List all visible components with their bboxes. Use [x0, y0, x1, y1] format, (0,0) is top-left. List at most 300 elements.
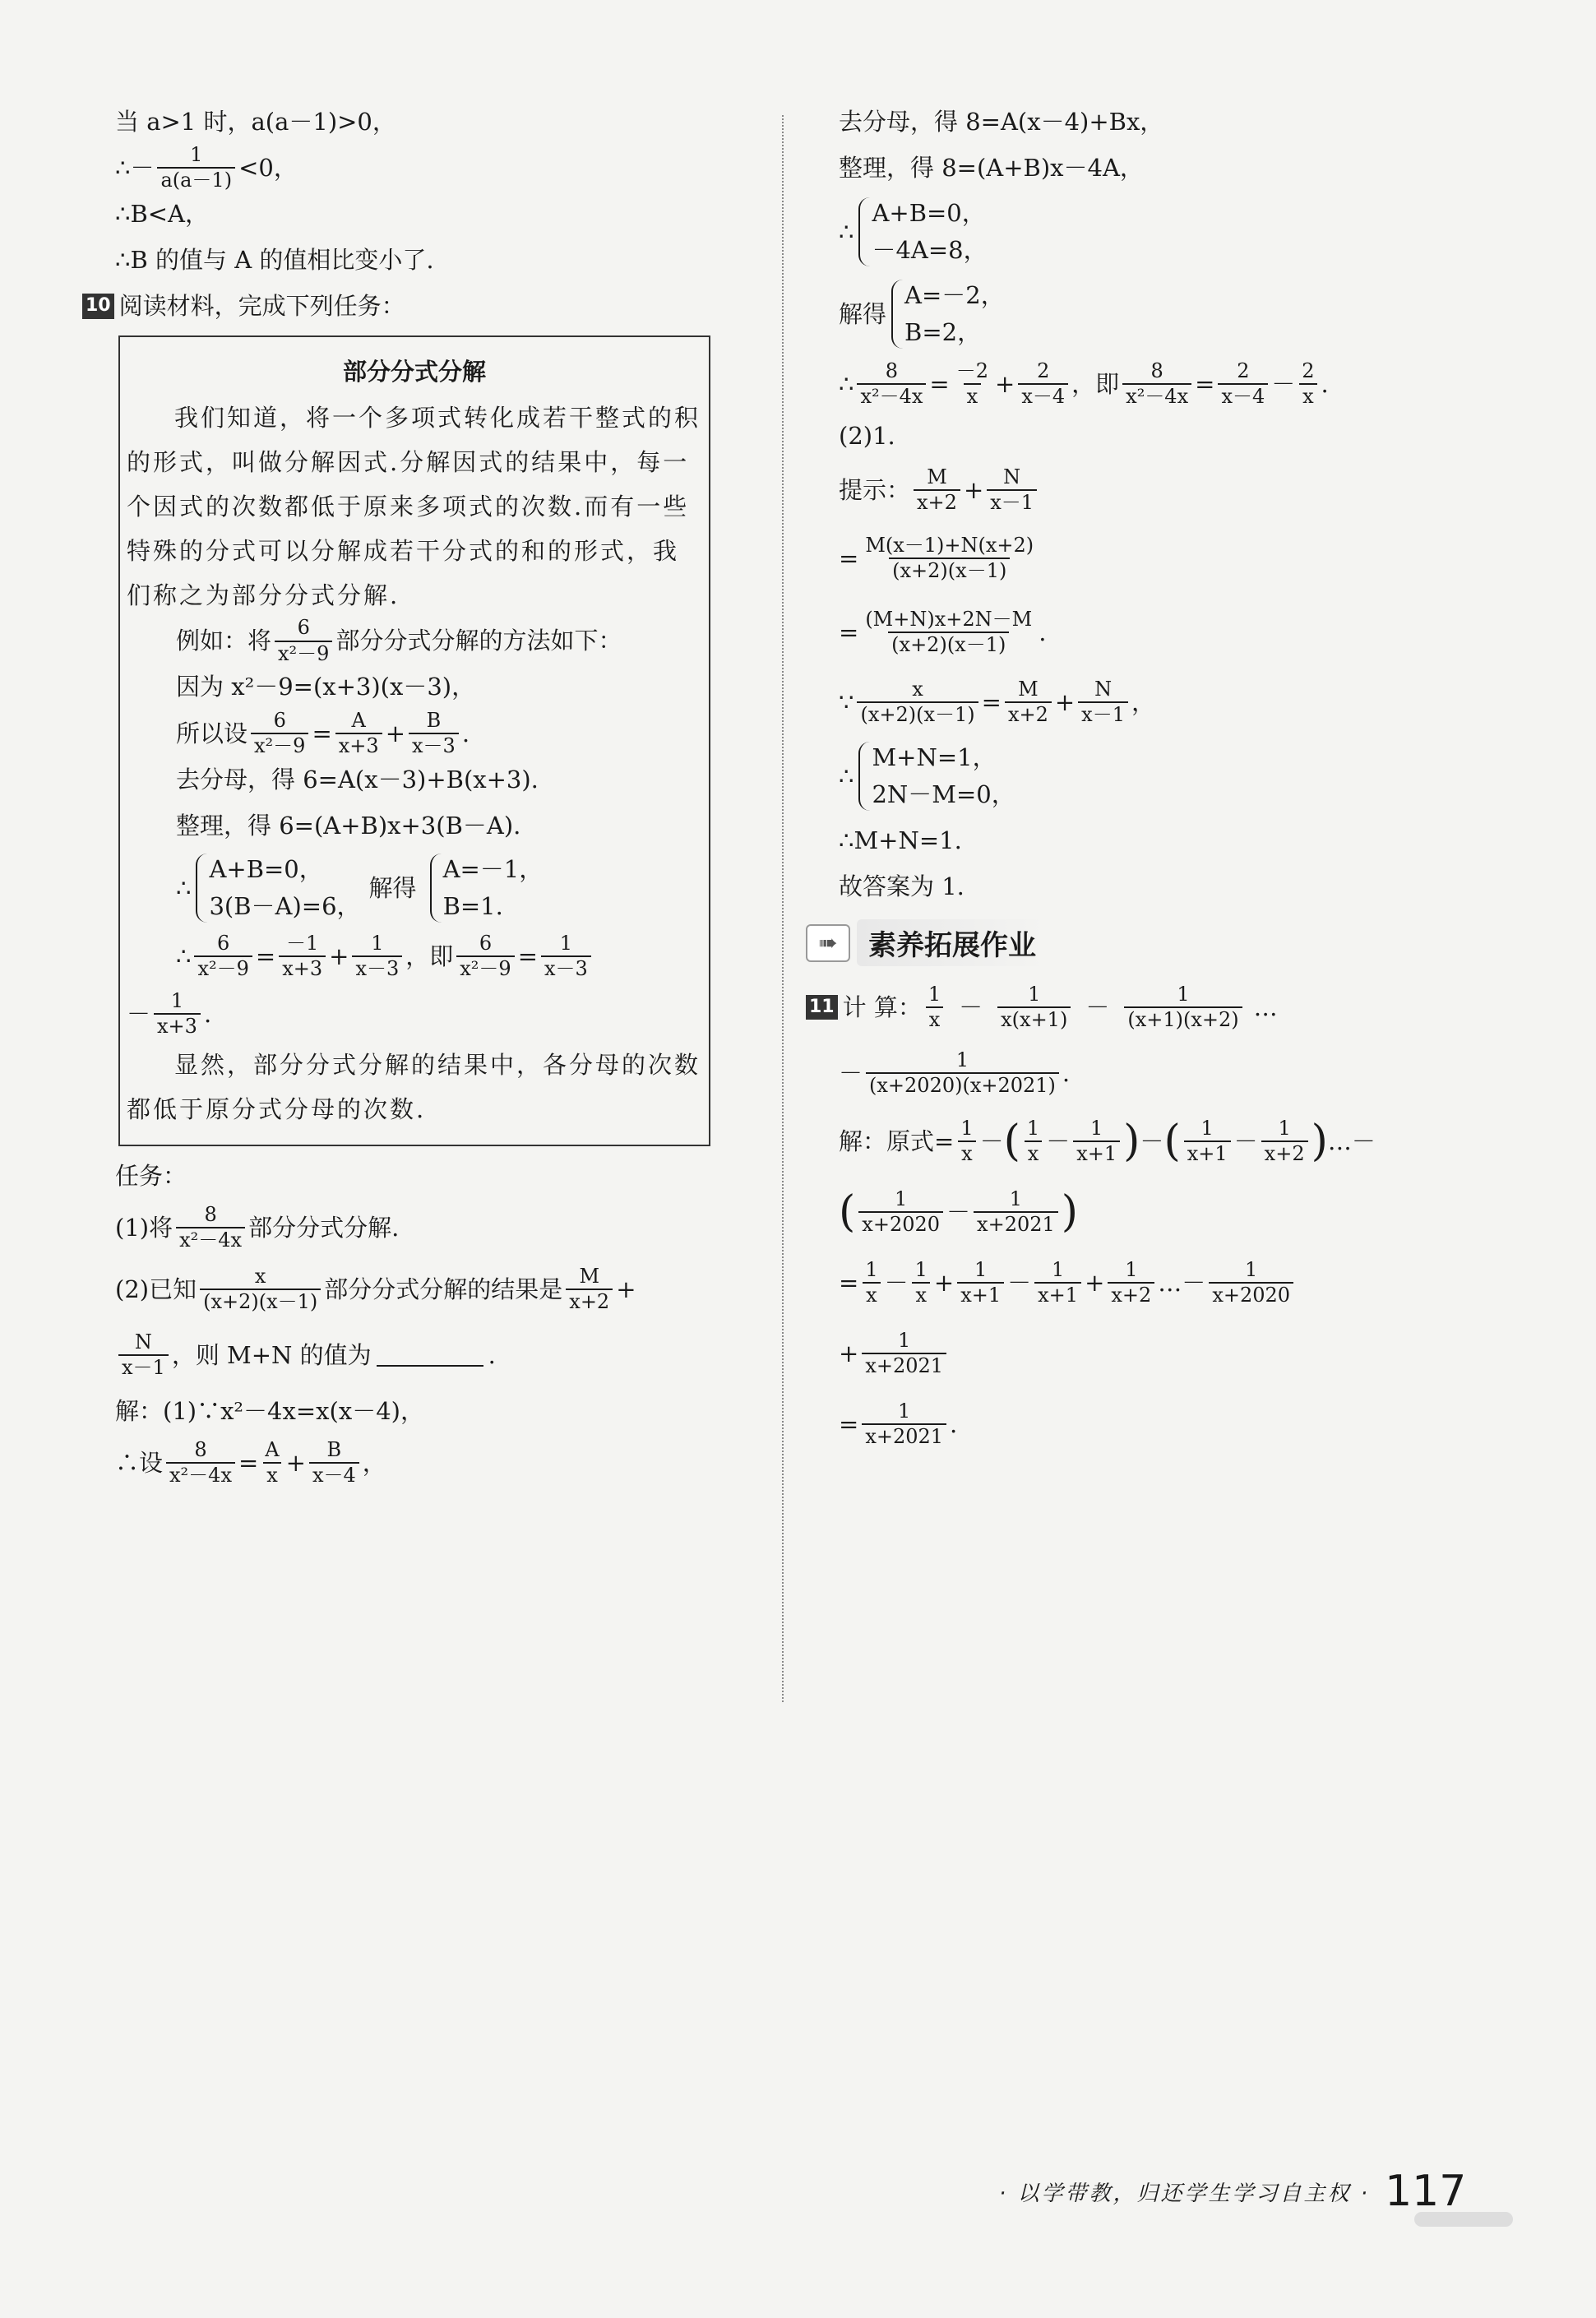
operator: = [839, 618, 859, 646]
fraction [261, 1437, 282, 1487]
brace-icon [858, 742, 872, 811]
text: ，即 [405, 942, 454, 970]
operator: + [329, 942, 349, 970]
paren: ) [1123, 1117, 1140, 1166]
equation: －4A=8， [872, 236, 988, 264]
text-line [115, 1153, 724, 1199]
fraction [154, 988, 201, 1039]
text-line [839, 863, 1513, 909]
question-10-heading [82, 283, 724, 329]
fraction [862, 535, 1037, 581]
numerator: 1 [371, 931, 384, 955]
math-line [839, 1247, 1513, 1318]
text: … [1253, 992, 1278, 1021]
denominator: x－1 [118, 1354, 169, 1378]
denominator: x+2 [1108, 1282, 1154, 1306]
denominator: x [958, 1140, 976, 1164]
denominator: x－3 [409, 733, 459, 756]
text: ，即 [1071, 369, 1120, 398]
operator: － [1140, 1127, 1164, 1155]
fraction [200, 1266, 321, 1312]
denominator: x+2 [566, 1289, 613, 1312]
fraction [914, 467, 960, 513]
operator: － [946, 1197, 971, 1226]
equation-system-line [839, 735, 1513, 817]
numerator: 2 [1237, 359, 1250, 382]
math-line [115, 1434, 724, 1492]
denominator: (x+2)(x－1) [889, 558, 1010, 581]
denominator: x [1299, 383, 1317, 407]
text: 计 算： [842, 992, 922, 1021]
math-line [839, 595, 1513, 669]
denominator: x [926, 1006, 944, 1030]
numerator: 1 [898, 1328, 911, 1352]
numerator: M [1018, 677, 1039, 701]
fraction [251, 710, 308, 756]
operator: = [839, 544, 859, 572]
operator: + [385, 719, 405, 747]
operator: + [995, 369, 1015, 398]
denominator: x [964, 383, 982, 407]
operator: － [1233, 1127, 1258, 1155]
text: 部分分式分解的结果是 [324, 1275, 563, 1303]
fraction [1298, 361, 1317, 407]
denominator: x－1 [1078, 701, 1128, 725]
operator: + [285, 1448, 306, 1477]
task-1 [115, 1199, 724, 1256]
math-line [115, 145, 724, 191]
numerator: 1 [1245, 1257, 1258, 1281]
text: 整理，得 8=(A+B)x－4A， [839, 153, 1144, 182]
text: 去分母，得 6=A(x－3)+B(x+3). [176, 765, 539, 793]
numerator: M [927, 465, 947, 488]
brace-icon [891, 280, 904, 349]
fraction [1073, 1118, 1120, 1164]
text: 当 a>1 时，a(a－1)>0， [115, 107, 396, 136]
text-line [839, 817, 1513, 863]
fraction [858, 1189, 943, 1235]
denominator: x²－9 [251, 733, 308, 756]
fraction [409, 710, 459, 756]
denominator: x²－4x [857, 383, 926, 407]
text: . [1321, 369, 1329, 398]
arrow-icon: ➠ [806, 924, 850, 962]
numerator: 6 [297, 616, 310, 640]
task-2-continued [115, 1322, 724, 1388]
numerator: 1 [1026, 1116, 1040, 1140]
text: 解：(1)∵x²－4x=x(x－4)， [115, 1396, 424, 1425]
numerator: 1 [955, 1048, 969, 1071]
numerator: x [912, 677, 923, 701]
fraction [309, 1437, 359, 1487]
text-line [839, 99, 1513, 145]
brace-icon [430, 854, 443, 923]
denominator: x－4 [1018, 383, 1068, 407]
fraction [118, 1332, 169, 1378]
operator: － [959, 992, 983, 1021]
numerator: B [326, 1437, 342, 1461]
text: ∴ [839, 369, 854, 398]
math-line [839, 459, 1513, 521]
fraction [857, 361, 926, 407]
section-banner [806, 919, 1513, 966]
denominator: (x+2020)(x+2021) [866, 1072, 1059, 1096]
operator: + [1085, 1268, 1105, 1297]
numerator: 1 [1200, 1116, 1214, 1140]
text: 整理，得 6=(A+B)x+3(B－A). [176, 811, 521, 840]
numerator: N [1003, 465, 1021, 488]
text-line [115, 237, 724, 283]
equation: 2N－M=0， [872, 780, 1015, 808]
math-line [127, 618, 702, 664]
text: 解得 [839, 299, 887, 328]
fraction [1078, 679, 1128, 725]
operator: － [884, 1268, 909, 1297]
numerator: B [426, 708, 442, 732]
operator: － [979, 1127, 1004, 1155]
numerator: 8 [885, 359, 899, 382]
denominator: x(x+1) [997, 1006, 1071, 1030]
equation: A+B=0， [209, 855, 323, 884]
equation-system [196, 854, 360, 923]
text: (2)已知 [115, 1275, 197, 1303]
equation: 3(B－A)=6， [209, 892, 361, 921]
math-line [839, 669, 1513, 735]
denominator: x+2 [914, 489, 960, 513]
denominator: x+2 [1005, 701, 1052, 725]
denominator: x²－9 [456, 955, 514, 979]
numerator: 6 [273, 708, 286, 732]
denominator: x²－4x [166, 1462, 235, 1486]
equation: M+N=1， [872, 743, 997, 772]
numerator: 1 [1090, 1116, 1103, 1140]
question-number-badge: 10 [82, 294, 114, 318]
equation: A=－1， [442, 855, 544, 884]
math-line [839, 1318, 1513, 1389]
task-label: 任务： [115, 1161, 187, 1190]
paren: ( [1163, 1117, 1181, 1166]
math-line [839, 1040, 1513, 1106]
text: ， [1131, 687, 1155, 716]
denominator: (x+2)(x－1) [200, 1289, 321, 1312]
text: ∴设 [115, 1448, 164, 1477]
question-number-badge: 11 [806, 995, 838, 1020]
text: . [461, 719, 470, 747]
numerator: 1 [960, 1116, 974, 1140]
operator: － [127, 999, 151, 1028]
fraction [1024, 1118, 1043, 1164]
numerator: 1 [914, 1257, 928, 1281]
text: (1)将 [115, 1213, 173, 1242]
text: ∴ [176, 942, 192, 970]
brace-icon [196, 854, 209, 923]
text-line [115, 191, 724, 237]
fraction [1018, 361, 1068, 407]
numerator: 1 [1125, 1257, 1138, 1281]
equation: B=1. [442, 892, 503, 921]
denominator: (x+2)(x－1) [857, 701, 978, 725]
denominator: x²－9 [275, 641, 332, 664]
box-title: 部分分式分解 [342, 358, 486, 386]
fraction [541, 933, 591, 979]
operator: － [1085, 992, 1110, 1021]
operator: + [616, 1275, 636, 1303]
equation-system [858, 742, 1015, 811]
equation-system [858, 197, 987, 266]
numerator: 1 [898, 1399, 911, 1423]
fraction [279, 933, 326, 979]
paren: ( [839, 1187, 856, 1237]
text: (2)1. [839, 421, 895, 450]
math-line [839, 1106, 1513, 1177]
operator: + [933, 1268, 955, 1297]
text: . [488, 1340, 496, 1369]
operator: － [1271, 369, 1296, 398]
fraction [957, 1257, 1004, 1307]
operator: = [1195, 369, 1215, 398]
denominator: x²－4x [1122, 383, 1191, 407]
operator: = [238, 1448, 259, 1477]
numerator: 1 [559, 931, 573, 955]
question-text: 阅读材料，完成下列任务： [118, 291, 405, 320]
text: 故答案为 1. [839, 872, 965, 900]
fraction [957, 1118, 976, 1164]
fraction [862, 609, 1035, 655]
text-line [127, 756, 702, 803]
brace-icon [858, 197, 872, 266]
solution-line [839, 273, 1513, 355]
text: . [203, 999, 212, 1028]
numerator: 1 [1177, 982, 1190, 1006]
text: …－ [1158, 1268, 1206, 1297]
numerator: 2 [1037, 359, 1050, 382]
equation: A=－2， [904, 281, 1005, 310]
math-line [839, 1389, 1513, 1460]
denominator: x [863, 1282, 881, 1306]
numerator: －2 [955, 359, 989, 382]
answer-blank[interactable] [377, 1344, 483, 1367]
denominator: x+2020 [1209, 1282, 1293, 1306]
denominator: x+1 [1034, 1282, 1081, 1306]
footer-slogan: · 以学带教，归还学生学习自主权 · [999, 2181, 1371, 2206]
denominator: x+2021 [862, 1353, 946, 1376]
question-11 [806, 974, 1513, 1040]
denominator: x+1 [1184, 1140, 1231, 1164]
numerator: 6 [479, 931, 493, 955]
fraction [974, 1189, 1058, 1235]
paren: ) [1061, 1187, 1079, 1237]
numerator: 8 [204, 1202, 217, 1226]
operator: + [839, 1339, 859, 1367]
fraction [1218, 361, 1268, 407]
text: 例如：将 [176, 627, 272, 655]
operator: － [839, 1058, 863, 1087]
numerator: (M+N)x+2N－M [865, 607, 1033, 631]
numerator: 8 [1150, 359, 1163, 382]
denominator: x－3 [541, 955, 591, 979]
text: ∴－ [115, 153, 155, 182]
math-line [127, 985, 702, 1043]
operator: + [1054, 687, 1076, 716]
operator: = [255, 942, 276, 970]
fraction [1261, 1118, 1308, 1164]
operator: + [963, 475, 984, 504]
text: 部分分式分解. [248, 1213, 400, 1242]
operator: － [1046, 1127, 1071, 1155]
fraction [456, 933, 514, 979]
text: ∴B<A， [115, 199, 210, 228]
denominator: x+1 [957, 1282, 1004, 1306]
numerator: N [1094, 677, 1113, 701]
math-line [839, 355, 1513, 413]
fraction [866, 1050, 1059, 1096]
text: …－ [1327, 1127, 1376, 1155]
fraction [1005, 679, 1052, 725]
text: ∵ [839, 687, 854, 716]
text: . [1062, 1058, 1071, 1087]
denominator: a(a－1) [157, 167, 235, 191]
text: 解：原式= [839, 1127, 955, 1155]
denominator: x [1025, 1140, 1043, 1164]
equation-system-line [839, 191, 1513, 273]
page-number: 117 [1385, 2167, 1467, 2216]
numerator: A [265, 1437, 280, 1461]
text: ∴ [839, 217, 854, 246]
text: 因为 x²－9=(x+3)(x－3)， [176, 673, 476, 701]
equation: B=2， [904, 318, 982, 346]
fraction [987, 467, 1037, 513]
denominator: x－4 [309, 1462, 359, 1486]
denominator: x－4 [1218, 383, 1268, 407]
denominator: x+2020 [858, 1211, 943, 1235]
denominator: (x+1)(x+2) [1124, 1006, 1242, 1030]
denominator: x+2021 [862, 1423, 946, 1447]
numerator: M [579, 1264, 600, 1288]
text: . [1039, 618, 1047, 646]
denominator: x－1 [987, 489, 1037, 513]
text: ，则 M+N 的值为 [171, 1340, 372, 1369]
fraction [335, 710, 382, 756]
fraction [953, 361, 992, 407]
text: 所以设 [176, 719, 248, 747]
denominator: x [912, 1282, 930, 1306]
column-divider [782, 115, 784, 1702]
fraction [157, 145, 235, 191]
fraction [1034, 1257, 1081, 1307]
solution-system [430, 854, 544, 923]
numerator: A [351, 708, 366, 732]
fraction [862, 1330, 946, 1376]
denominator: x+3 [335, 733, 382, 756]
text: ∴B 的值与 A 的值相比变小了. [115, 245, 434, 274]
operator: = [517, 942, 539, 970]
fraction [194, 933, 252, 979]
reading-material-box [118, 335, 710, 1146]
text: 去分母，得 8=A(x－4)+Bx， [839, 107, 1164, 136]
paren: ) [1311, 1117, 1328, 1166]
fraction [352, 933, 402, 979]
equation-system-line [127, 849, 702, 928]
operator: = [981, 687, 1002, 716]
operator: = [839, 1268, 859, 1297]
left-column [86, 99, 724, 1492]
right-column [809, 99, 1513, 1460]
denominator: x²－9 [194, 955, 252, 979]
denominator: x+2021 [974, 1211, 1058, 1235]
fraction [1122, 361, 1191, 407]
math-line [839, 521, 1513, 595]
text-line [115, 99, 724, 145]
numerator: 1 [865, 1257, 878, 1281]
text-line [127, 664, 702, 710]
denominator: x+3 [154, 1013, 201, 1037]
text-line [127, 803, 702, 849]
fraction [166, 1437, 235, 1487]
paragraph: 我们知道，将一个多项式转化成若干整式的积的形式，叫做分解因式.分解因式的结果中，每一个因式的次数都低于原来多项式的次数.而有一些特殊的分式可以分解成若干分式的和的形式，我们称之为部分分式分解. [127, 404, 701, 610]
paren: ( [1003, 1117, 1020, 1166]
text: ， [362, 1448, 386, 1477]
math-line [839, 1177, 1513, 1247]
math-line [127, 928, 702, 985]
text-line [839, 413, 1513, 459]
numerator: 8 [194, 1437, 207, 1461]
text: 部分分式分解的方法如下： [335, 627, 622, 655]
fraction [1184, 1118, 1231, 1164]
fraction [275, 618, 332, 664]
fraction [1108, 1257, 1154, 1307]
fraction [566, 1266, 613, 1312]
numerator: 6 [217, 931, 230, 955]
operator: = [312, 719, 332, 747]
paragraph: 显然，部分分式分解的结果中，各分母的次数都低于原分式分母的次数. [127, 1051, 701, 1124]
numerator: 1 [928, 982, 941, 1006]
numerator: 1 [895, 1187, 908, 1210]
numerator: 1 [1009, 1187, 1023, 1210]
task-2 [115, 1256, 724, 1322]
numerator: －1 [286, 931, 319, 955]
math-line [127, 710, 702, 756]
text: <0， [238, 153, 298, 182]
equation: A+B=0， [872, 199, 986, 228]
fraction [997, 984, 1071, 1030]
numerator: 1 [974, 1257, 988, 1281]
denominator: x²－4x [176, 1227, 245, 1251]
section-title: 素养拓展作业 [857, 919, 1048, 966]
fraction [912, 1257, 931, 1307]
denominator: x+3 [279, 955, 326, 979]
text: ∴M+N=1. [839, 826, 962, 854]
solution-system [891, 280, 1005, 349]
numerator: N [134, 1330, 152, 1353]
numerator: 1 [190, 143, 203, 166]
denominator: x－3 [352, 955, 402, 979]
denominator: x+2 [1261, 1140, 1308, 1164]
fraction [862, 1401, 946, 1447]
fraction [176, 1202, 245, 1252]
numerator: 2 [1302, 359, 1315, 382]
numerator: 1 [1051, 1257, 1065, 1281]
page-footer [999, 2167, 1466, 2216]
numerator: 1 [1278, 1116, 1291, 1140]
text: 提示： [839, 475, 911, 504]
text: ∴ [176, 873, 192, 902]
text: ∴ [839, 761, 854, 790]
fraction [857, 679, 978, 725]
text: . [950, 1409, 958, 1438]
numerator: M(x－1)+N(x+2) [865, 533, 1034, 557]
text-line [115, 1388, 724, 1434]
fraction [1209, 1257, 1293, 1307]
